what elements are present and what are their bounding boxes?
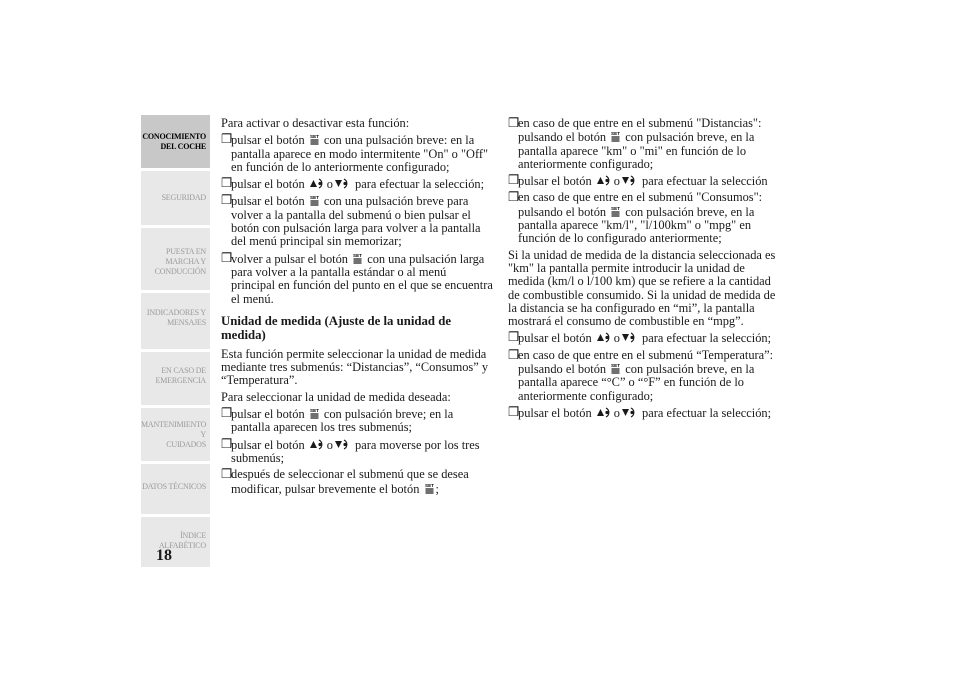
set-button-icon: [352, 252, 363, 264]
left-column: [221, 117, 493, 499]
checkbox-bullet-icon: ❒: [508, 404, 520, 419]
item-text: en caso de que entre en el submenú “Temperatura”: pulsando el botón: [518, 347, 774, 377]
item-text: en caso de que entre en el submenú "Distancias": pulsando el botón: [518, 116, 762, 145]
tab-conocimiento-del-coche[interactable]: [141, 115, 210, 168]
tab-label: MENSAJES: [167, 318, 206, 327]
checkbox-bullet-icon: ❒: [508, 190, 520, 205]
list-item: [221, 177, 493, 191]
list-item: [221, 407, 493, 435]
instruction-list: [221, 133, 493, 306]
item-text: pulsar el botón: [518, 331, 595, 346]
page-number: 18: [156, 547, 172, 564]
item-text: después de seleccionar el submenú que se desea modificar, pulsar brevemente el botón: [231, 467, 469, 496]
down-button-icon: [621, 331, 638, 343]
tab-label: CUIDADOS: [166, 440, 206, 449]
up-button-icon: [309, 177, 326, 189]
set-button-icon: [610, 205, 621, 217]
up-button-icon: [596, 174, 613, 186]
down-button-icon: [334, 438, 351, 450]
list-item: [221, 438, 493, 466]
up-button-icon: [596, 406, 613, 418]
tab-indicadores-y-mensajes[interactable]: [141, 293, 210, 349]
right-column: [508, 117, 784, 423]
tab-label: MARCHA Y: [165, 257, 206, 266]
tab-label: PUESTA EN: [165, 247, 206, 256]
item-text: para moverse por los tres submenús;: [231, 437, 480, 465]
item-text: con pulsación breve, en la pantalla aparece "km/l", "l/100km" o "mpg" en función de lo configurado anteriormente;: [518, 204, 755, 246]
tab-mantenimiento-y-cuidados[interactable]: [141, 408, 210, 461]
tab-indice-alfabetico[interactable]: [141, 517, 210, 567]
tab-label: DEL COCHE: [160, 142, 206, 151]
tab-label: CONOCIMIENTO: [142, 132, 206, 141]
instruction-list: [508, 117, 784, 246]
tab-seguridad[interactable]: [141, 171, 210, 225]
tab-label: SEGURIDAD: [161, 193, 206, 202]
set-button-icon: [610, 362, 621, 374]
tab-label: ALFABÉTICO: [158, 541, 206, 550]
item-text: con una pulsación breve: en la pantalla aparece en modo intermitente "On" o "Off" en función de lo anteriormente configurado;: [231, 133, 489, 174]
paragraph: Esta función permite seleccionar la unidad de medida mediante tres submenús: “Distancias”, “Consumos” y “Temperatura”.: [221, 346, 489, 388]
instruction-list: [221, 407, 493, 496]
down-button-icon: [621, 406, 638, 418]
instruction-list: [508, 331, 784, 420]
tab-label: EMERGENCIA: [155, 376, 206, 385]
list-item: [508, 331, 784, 345]
svg-text:SET: SET: [611, 205, 621, 211]
checkbox-bullet-icon: ❒: [221, 132, 233, 147]
svg-text:SET: SET: [309, 408, 319, 414]
item-text: pulsar el botón: [231, 407, 308, 422]
down-button-icon: [621, 174, 638, 186]
item-text: o: [613, 331, 620, 346]
tab-puesta-en-marcha[interactable]: [141, 228, 210, 290]
chapter-sidebar: [141, 115, 210, 570]
checkbox-bullet-icon: ❒: [508, 330, 520, 345]
list-item: [508, 191, 784, 245]
intro-paragraph: Para activar o desactivar esta función:: [221, 116, 410, 130]
svg-text:SET: SET: [309, 134, 319, 140]
item-text: pulsar el botón: [518, 174, 595, 189]
item-text: para efectuar la selección;: [638, 331, 772, 346]
svg-text:SET: SET: [309, 195, 319, 201]
tab-label: DATOS TÉCNICOS: [142, 482, 206, 491]
item-text: para efectuar la selección;: [351, 177, 485, 192]
paragraph: Para seleccionar la unidad de medida deseada:: [221, 389, 451, 404]
item-text: con pulsación breve; en la pantalla aparecen los tres submenús;: [231, 407, 454, 435]
checkbox-bullet-icon: ❒: [221, 406, 233, 421]
checkbox-bullet-icon: ❒: [221, 250, 233, 265]
up-button-icon: [309, 438, 326, 450]
item-text: con una pulsación breve para volver a la pantalla del submenú o bien pulsar el botón con pulsación larga para volver a la pantalla del menú principal sin memorizar;: [231, 194, 481, 249]
set-button-icon: [309, 133, 320, 145]
item-text: o: [326, 437, 333, 452]
tab-label: MANTENIMIENTO Y: [141, 420, 207, 439]
svg-text:SET: SET: [611, 131, 621, 137]
item-text: con pulsación breve, en la pantalla aparece “°C” o “°F” en función de lo anteriormente configurado;: [518, 362, 755, 403]
item-text: pulsar el botón: [518, 405, 595, 420]
item-text: o: [613, 405, 620, 420]
list-item: [221, 468, 493, 496]
item-text: pulsar el botón: [231, 177, 308, 192]
list-item: [508, 406, 784, 420]
set-button-icon: [610, 130, 621, 142]
list-item: [508, 349, 784, 403]
item-text: o: [326, 177, 333, 192]
tab-label: CONDUCCIÓN: [154, 267, 206, 276]
checkbox-bullet-icon: ❒: [221, 436, 233, 451]
tab-label: ÍNDICE: [180, 531, 206, 540]
item-text: para efectuar la selección: [638, 174, 768, 189]
item-text: pulsar el botón: [231, 133, 308, 148]
list-item: [221, 194, 493, 248]
tab-label: EN CASO DE: [161, 366, 206, 375]
checkbox-bullet-icon: ❒: [221, 176, 233, 191]
set-button-icon: [309, 194, 320, 206]
checkbox-bullet-icon: ❒: [221, 193, 233, 208]
list-item: [221, 252, 493, 306]
checkbox-bullet-icon: ❒: [508, 347, 520, 362]
item-text: pulsar el botón: [231, 437, 308, 452]
paragraph: Si la unidad de medida de la distancia seleccionada es "km" la pantalla permite introducir la unidad de medida (km/l o l/100 km) que se refiere a la cantidad de combustible consumido. Si la unidad de medida de la distancia se ha configurado en “mi”, la pantalla mostrará el consumo de combustible en “mpg”.: [508, 247, 776, 329]
checkbox-bullet-icon: ❒: [508, 173, 520, 188]
svg-text:SET: SET: [611, 363, 621, 369]
section-heading: Unidad de medida (Ajuste de la unidad de medida): [221, 313, 452, 342]
down-button-icon: [334, 177, 351, 189]
item-text: para efectuar la selección;: [638, 405, 772, 420]
svg-text:SET: SET: [424, 482, 434, 488]
up-button-icon: [596, 331, 613, 343]
list-item: [508, 174, 784, 188]
checkbox-bullet-icon: ❒: [221, 467, 233, 482]
set-button-icon: [424, 482, 435, 494]
set-button-icon: [309, 407, 320, 419]
item-text: con una pulsación larga para volver a la pantalla estándar o al menú principal en función del punto en el que se encuentra el menú.: [231, 251, 493, 306]
tab-en-caso-de-emergencia[interactable]: [141, 352, 210, 405]
item-text: con pulsación breve, en la pantalla aparece "km" o "mi" en función de lo anteriormente configurado;: [518, 130, 755, 171]
item-text: volver a pulsar el botón: [231, 251, 352, 266]
item-text: o: [613, 174, 620, 189]
tab-datos-tecnicos[interactable]: [141, 464, 210, 514]
checkbox-bullet-icon: ❒: [508, 116, 520, 130]
list-item: [508, 117, 784, 171]
tab-label: INDICADORES Y: [146, 308, 206, 317]
list-item: [221, 133, 493, 174]
item-text: ;: [435, 481, 439, 496]
svg-text:SET: SET: [353, 252, 363, 258]
item-text: pulsar el botón: [231, 194, 308, 209]
item-text: en caso de que entre en el submenú "Consumos": pulsando el botón: [518, 190, 763, 219]
